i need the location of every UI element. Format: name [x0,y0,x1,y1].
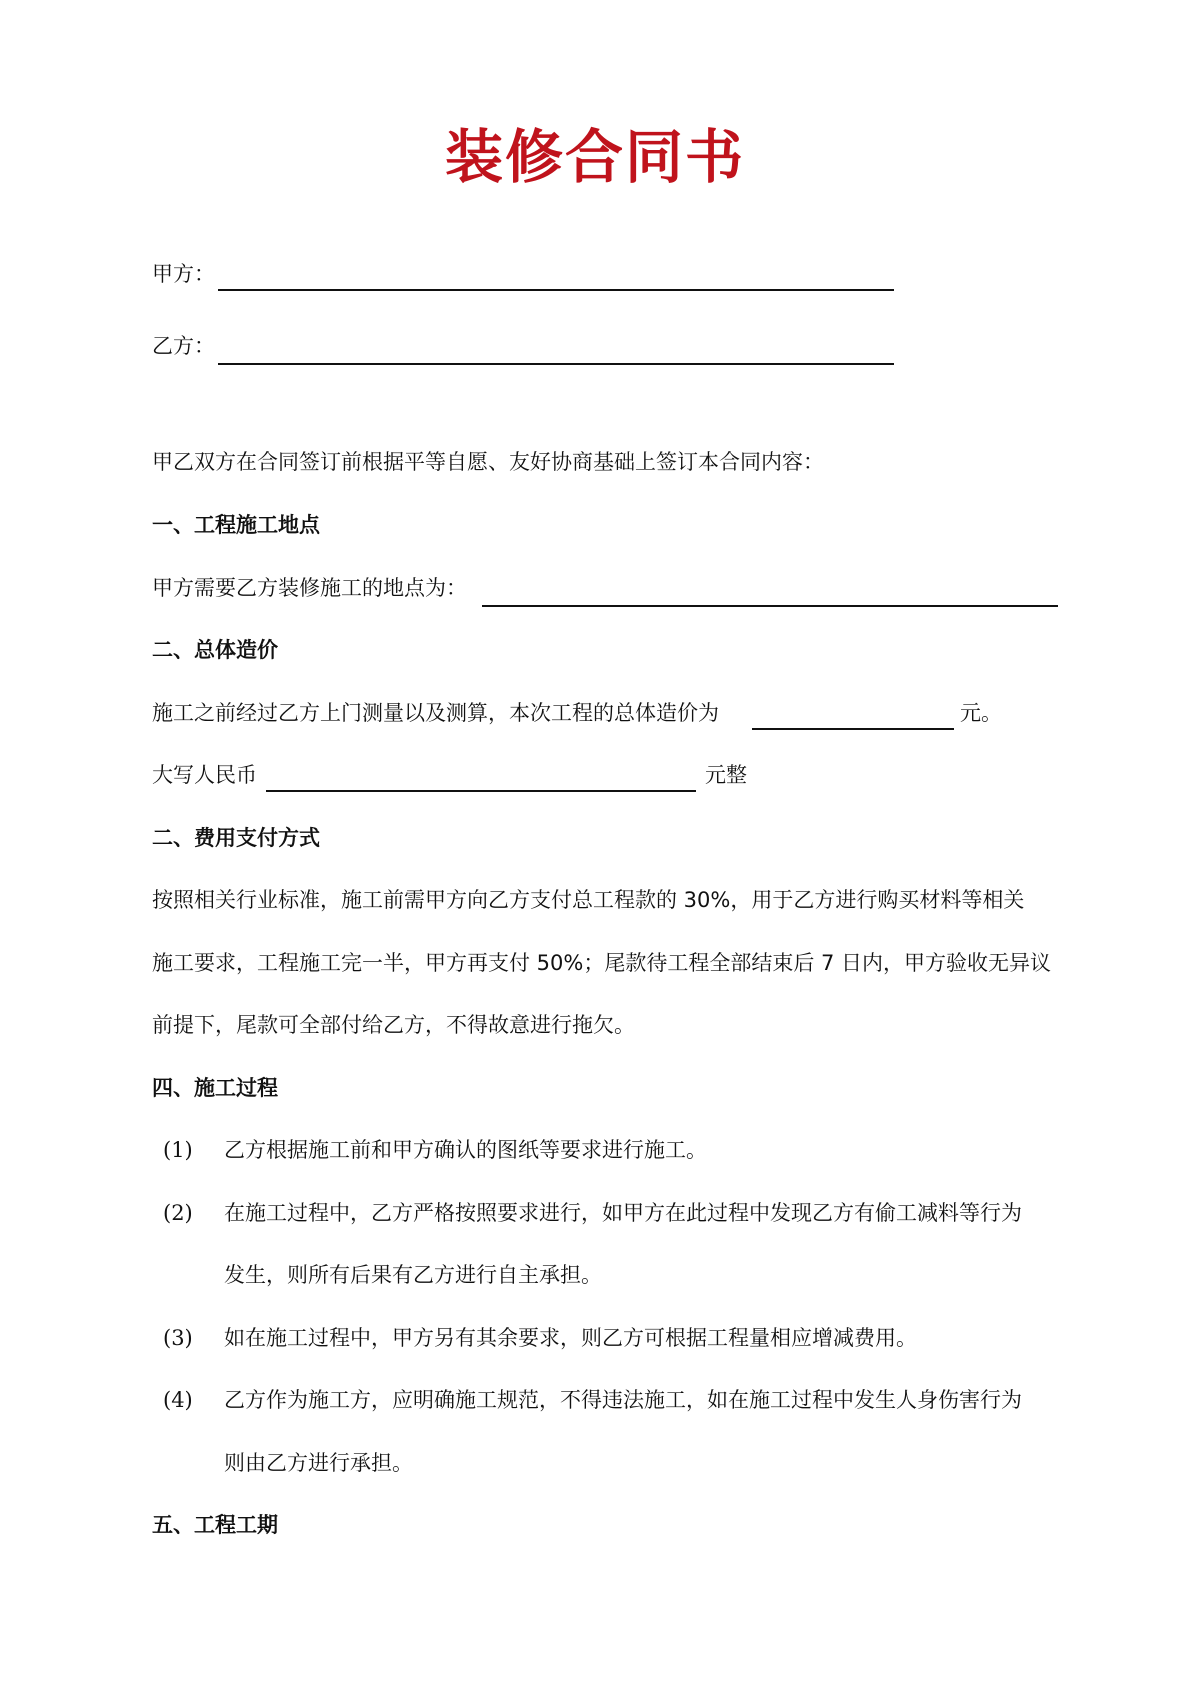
process-item-text: 乙方作为施工方，应明确施工规范，不得违法施工，如在施工过程中发生人身伤害行为 [224,1388,1022,1412]
section-process-heading: 四、施工过程 [152,1076,278,1100]
intro-text: 甲乙双方在合同签订前根据平等自愿、友好协商基础上签订本合同内容： [152,450,824,474]
price-uppercase-label: 大写人民币 [152,763,257,787]
process-item-number: (4) [163,1388,193,1412]
payment-line: 按照相关行业标准，施工前需甲方向乙方支付总工程款的 30%，用于乙方进行购买材料等相关 [152,888,1025,912]
payment-line: 前提下，尾款可全部付给乙方，不得故意进行拖欠。 [152,1013,635,1037]
process-item-text: 则由乙方进行承担。 [224,1451,413,1475]
process-item-text: 如在施工过程中，甲方另有其余要求，则乙方可根据工程量相应增减费用。 [224,1326,917,1350]
party-a-blank [218,289,894,291]
process-item-number: (2) [163,1201,193,1225]
party-b-label: 乙方： [152,334,215,358]
section-payment-heading: 二、费用支付方式 [152,826,320,850]
document-title: 装修合同书 [444,123,745,191]
payment-line: 施工要求，工程施工完一半，甲方再支付 50%；尾款待工程全部结束后 7 日内，甲方验收无异议 [152,951,1052,975]
party-b-blank [218,363,894,365]
price-uppercase-unit: 元整 [705,763,747,787]
location-blank [482,605,1058,607]
process-item-text: 在施工过程中，乙方严格按照要求进行，如甲方在此过程中发现乙方有偷工减料等行为 [224,1201,1022,1225]
section-price-heading: 二、总体造价 [152,638,278,662]
process-item-text: 乙方根据施工前和甲方确认的图纸等要求进行施工。 [224,1138,707,1162]
section-period-heading: 五、工程工期 [152,1513,278,1537]
price-blank [752,728,954,730]
price-uppercase-blank [266,790,696,792]
price-text: 施工之前经过乙方上门测量以及测算，本次工程的总体造价为 [152,701,719,725]
party-a-label: 甲方： [152,262,215,286]
process-item-number: (3) [163,1326,193,1350]
process-item-number: (1) [163,1138,193,1162]
price-unit: 元。 [960,701,1002,725]
section-location-heading: 一、工程施工地点 [152,513,320,537]
location-text: 甲方需要乙方装修施工的地点为： [152,576,467,600]
process-item-text: 发生，则所有后果有乙方进行自主承担。 [224,1263,602,1287]
